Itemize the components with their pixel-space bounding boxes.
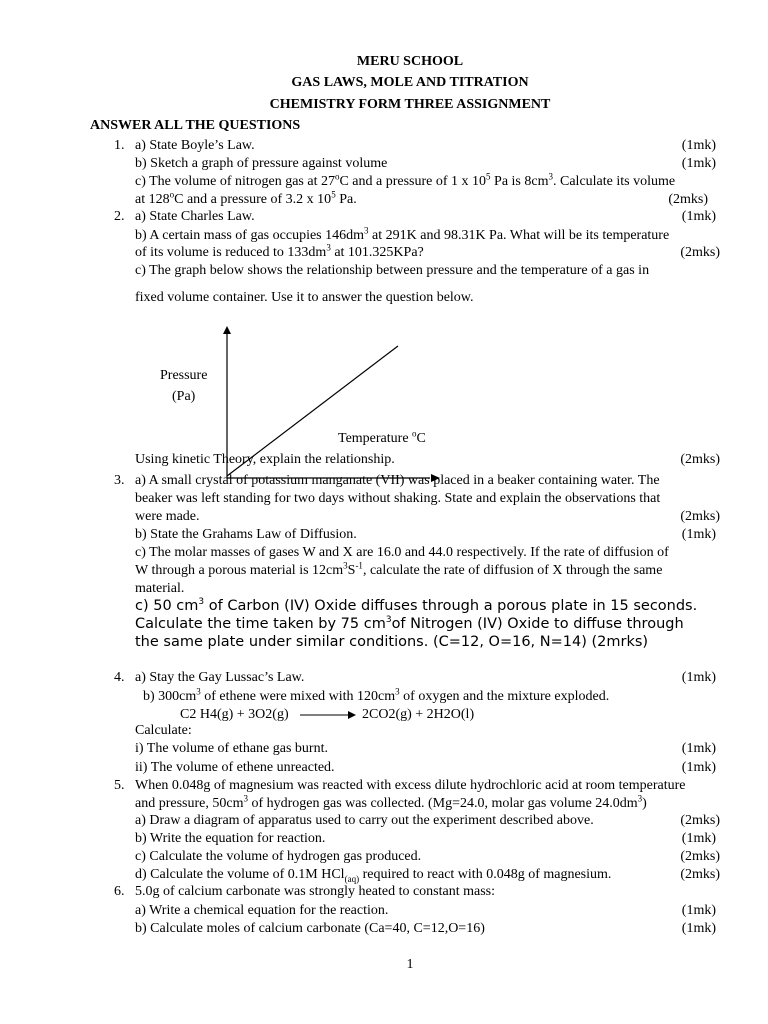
q1-a-marks: (1mk) bbox=[681, 138, 716, 153]
q2-part-c-line2: fixed volume container. Use it to answer the question below. bbox=[135, 290, 474, 305]
q1-b-marks: (1mk) bbox=[681, 156, 716, 171]
q2-a-marks: (1mk) bbox=[681, 209, 716, 224]
q2-b-marks: (2mks) bbox=[680, 245, 720, 260]
q5-d-marks: (2mks) bbox=[680, 867, 720, 882]
q5-part-c: c) Calculate the volume of hydrogen gas produced. bbox=[135, 849, 422, 864]
q4-calculate: Calculate: bbox=[135, 723, 192, 738]
q2-part-b-line2: of its volume is reduced to $133dm^3$ at 101.325KPa? bbox=[135, 242, 424, 260]
question-number: 3. bbox=[114, 473, 125, 488]
q3-b-marks: (1mk) bbox=[681, 527, 716, 542]
q3-part-b: b) State the Grahams Law of Diffusion. bbox=[135, 527, 357, 542]
q6-b-marks: (1mk) bbox=[681, 921, 716, 936]
graph-y-unit: (Pa) bbox=[172, 389, 196, 404]
q5-part-d: d) Calculate the volume of 0.1M HCl$_{(aq)}$ required to react with 0.048g of magnesium. bbox=[135, 867, 612, 884]
y-axis-arrow bbox=[223, 326, 231, 334]
document-topic: GAS LAWS, MOLE AND TITRATION bbox=[291, 75, 529, 90]
q5-part-b: b) Write the equation for reaction. bbox=[135, 831, 326, 846]
q3-part-c-line1: c) The molar masses of gases W and X are 16.0 and 44.0 respectively. If the rate of diffusion of bbox=[135, 545, 669, 560]
q4-part-i: i) The volume of ethane gas burnt. bbox=[135, 741, 328, 756]
question-number: 5. bbox=[114, 778, 125, 793]
q5-part-a: a) Draw a diagram of apparatus used to carry out the experiment described above. bbox=[135, 813, 594, 828]
q1-part-c-line2: at 128$^o$C and a pressure of 3.2 x $10^5$ Pa. bbox=[135, 189, 357, 207]
q5-line2: and pressure, $50cm^3$ of hydrogen gas was collected. (Mg=24.0, molar gas volume $24.0dm^3$) bbox=[135, 793, 647, 811]
q4-equation-reactants: C2 H4(g) + 3O2(g) bbox=[180, 707, 289, 722]
question-number: 2. bbox=[114, 209, 125, 224]
q1-c-marks: (2mks) bbox=[668, 192, 708, 207]
q3-part-a-line1: a) A small crystal of potassium manganate (VII) was placed in a beaker containing water. The bbox=[135, 473, 660, 488]
document-subtitle: CHEMISTRY FORM THREE ASSIGNMENT bbox=[269, 97, 551, 112]
q3-part-a-line2: beaker was left standing for two days without shaking. State and explain the observations that bbox=[135, 491, 661, 506]
q6-a-marks: (1mk) bbox=[681, 903, 716, 918]
q5-line1: When 0.048g of magnesium was reacted with excess dilute hydrochloric acid at room temperature bbox=[135, 778, 686, 793]
q3-part-c-line3: material. bbox=[135, 581, 185, 596]
q6-part-b: b) Calculate moles of calcium carbonate (Ca=40, C=12,O=16) bbox=[135, 921, 485, 936]
q4-part-b: b) $300cm^3$ of ethene were mixed with $120cm^3$ of oxygen and the mixture exploded. bbox=[143, 686, 610, 704]
q2-part-d: Using kinetic Theory, explain the relationship. bbox=[135, 452, 395, 467]
q4-part-ii: ii) The volume of ethene unreacted. bbox=[135, 760, 335, 775]
q2-part-c-line1: c) The graph below shows the relationship between pressure and the temperature of a gas in bbox=[135, 263, 650, 278]
q5-c-marks: (2mks) bbox=[680, 849, 720, 864]
instruction: ANSWER ALL THE QUESTIONS bbox=[90, 118, 301, 133]
q4-equation-products: 2CO2(g) + 2H2O(l) bbox=[362, 707, 475, 722]
q4-part-a: a) Stay the Gay Lussac’s Law. bbox=[135, 670, 305, 685]
q3-a-marks: (2mks) bbox=[680, 509, 720, 524]
q6-line1: 5.0g of calcium carbonate was strongly heated to constant mass: bbox=[135, 884, 496, 899]
q3-part-d-line1: c) 50 $cm^3$ of Carbon (IV) Oxide diffuses through a porous plate in 15 seconds. bbox=[135, 597, 698, 614]
q5-b-marks: (1mk) bbox=[681, 831, 716, 846]
question-number: 4. bbox=[114, 670, 125, 685]
q1-part-b: b) Sketch a graph of pressure against volume bbox=[135, 156, 388, 171]
school-name: MERU SCHOOL bbox=[356, 54, 464, 69]
reaction-arrow-icon bbox=[300, 709, 360, 721]
page-number: 1 bbox=[406, 957, 414, 972]
q4-a-marks: (1mk) bbox=[681, 670, 716, 685]
q2-part-a: a) State Charles Law. bbox=[135, 209, 255, 224]
q3-part-d-line3: the same plate under similar conditions. (C=12, O=16, N=14) (2mrks) bbox=[135, 634, 649, 650]
q4-ii-marks: (1mk) bbox=[681, 760, 716, 775]
q5-a-marks: (2mks) bbox=[680, 813, 720, 828]
graph-x-label: Temperature $^o$C bbox=[338, 428, 426, 446]
question-number: 1. bbox=[114, 138, 125, 153]
q1-part-c-line1: c) The volume of nitrogen gas at 27$^o$C and a pressure of 1 x $10^5$ Pa is $8cm^3$. Calculate its volume bbox=[135, 171, 676, 189]
q3-part-c-line2: W through a porous material is $12cm^3S^{-1}$, calculate the rate of diffusion of X through the same bbox=[135, 560, 663, 578]
q6-part-a: a) Write a chemical equation for the reaction. bbox=[135, 903, 389, 918]
q3-part-d-line2: Calculate the time taken by 75 $cm^3of$ Nitrogen (IV) Oxide to diffuse through bbox=[135, 615, 684, 632]
graph-y-label: Pressure bbox=[160, 368, 208, 383]
q2-part-b-line1: b) A certain mass of gas occupies $146dm^3$ at 291K and 98.31K Pa. What will be its temperature bbox=[135, 225, 670, 243]
question-number: 6. bbox=[114, 884, 125, 899]
q3-part-a-line3: were made. bbox=[135, 509, 200, 524]
q2-d-marks: (2mks) bbox=[680, 452, 720, 467]
q1-part-a: a) State Boyle’s Law. bbox=[135, 138, 255, 153]
q4-i-marks: (1mk) bbox=[681, 741, 716, 756]
